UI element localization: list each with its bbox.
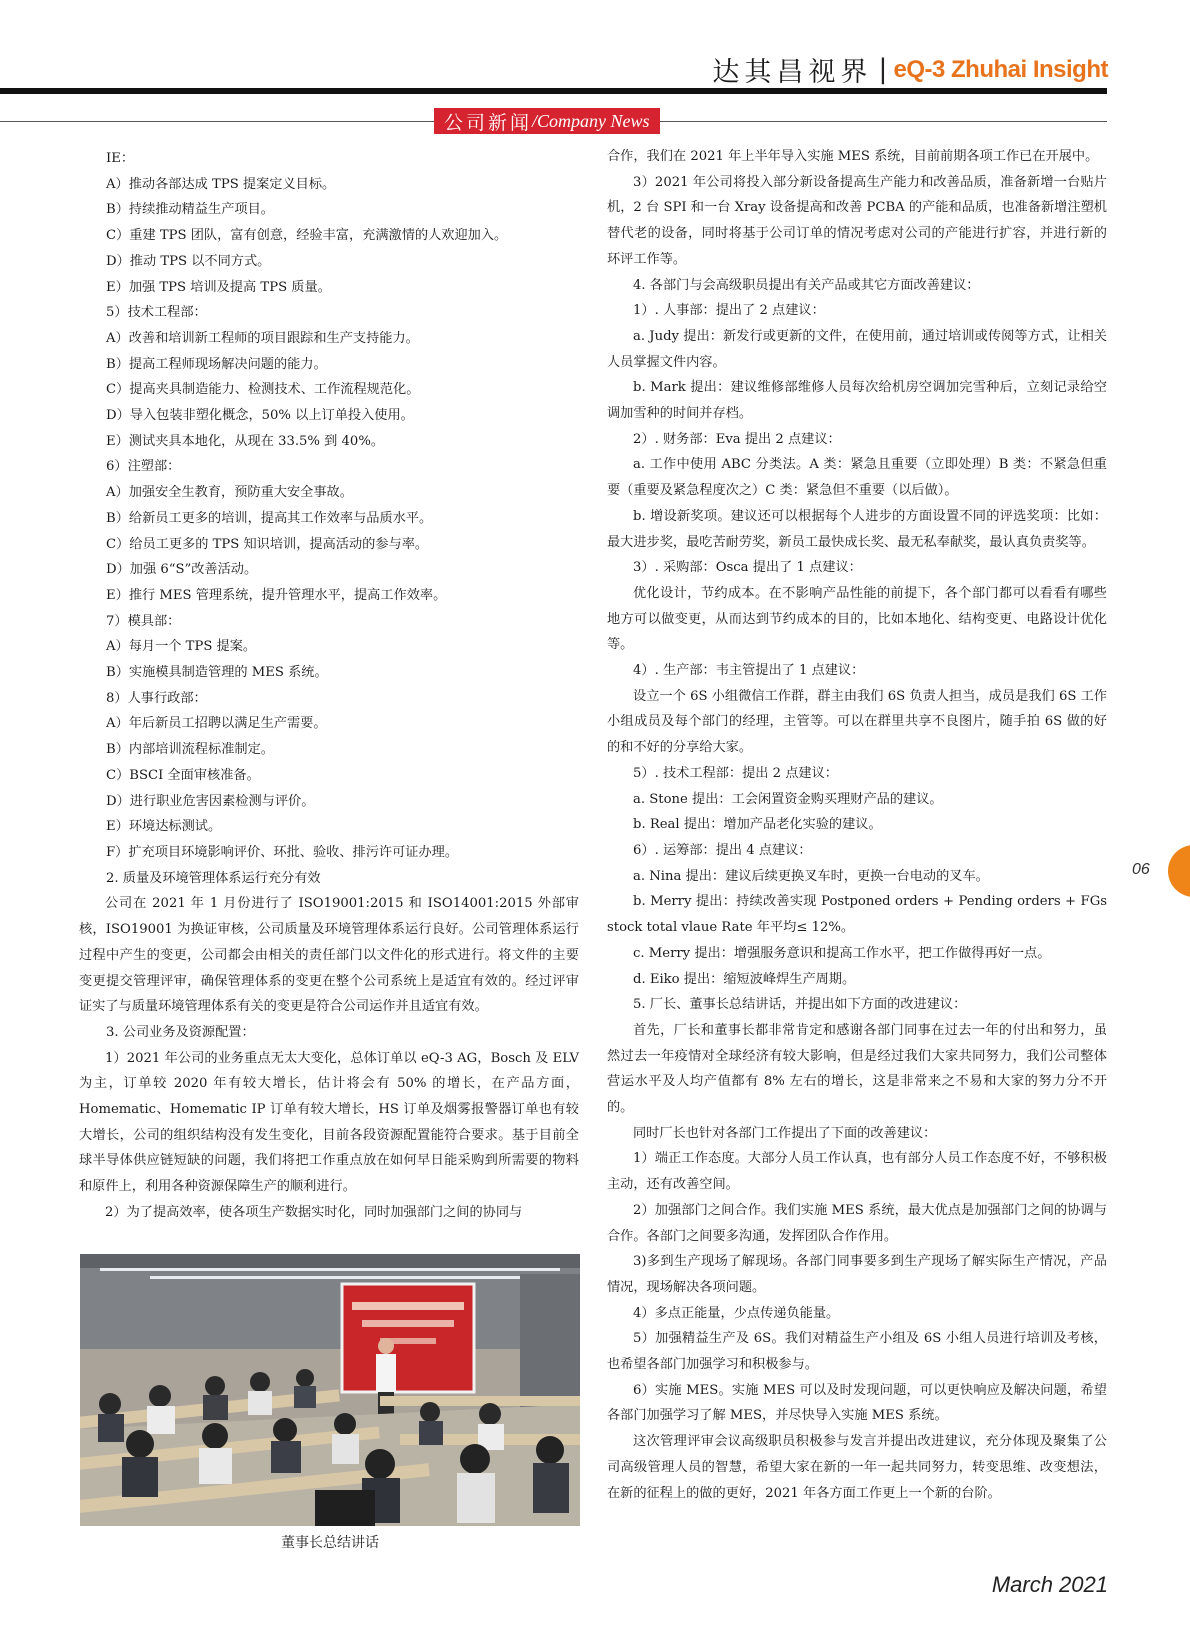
- paragraph: b. Mark 提出：建议维修部维修人员每次给机房空调加完雪种后，立刻记录给空调加雪种的时间并存档。: [607, 380, 1107, 422]
- paragraph: 2. 质量及环境管理体系运行充分有效: [106, 870, 321, 886]
- paragraph: 设立一个 6S 小组微信工作群，群主由我们 6S 负责人担当，成员是我们 6S 工作小组成员及每个部门的经理，主管等。可以在群里共享不良图片，随手拍 6S 做的好的和不好的分享给大家。: [607, 688, 1107, 756]
- section-banner: [434, 108, 660, 134]
- paragraph: 7）模具部：: [106, 613, 181, 629]
- paragraph: 4）. 生产部：韦主管提出了 1 点建议：: [633, 663, 865, 679]
- meeting-photo: [80, 1254, 580, 1526]
- paragraph: B）给新员工更多的培训，提高其工作效率与品质水平。: [106, 510, 433, 526]
- paragraph: 3. 公司业务及资源配置：: [106, 1024, 255, 1040]
- paragraph: E）加强 TPS 培训及提高 TPS 质量。: [106, 279, 331, 295]
- paragraph: 5）. 技术工程部：提出 2 点建议：: [633, 765, 838, 781]
- paragraph: 2）. 财务部：Eva 提出 2 点建议：: [633, 431, 841, 447]
- section-title-cn: 公司新闻: [444, 111, 533, 134]
- paragraph: 合作，我们在 2021 年上半年导入实施 MES 系统，目前前期各项工作已在开展中。: [607, 149, 1099, 164]
- section-title-en: /Company News: [532, 110, 650, 131]
- paragraph: 1）. 人事部：提出了 2 点建议：: [633, 303, 825, 319]
- paragraph: b. Real 提出：增加产品老化实验的建议。: [633, 817, 882, 833]
- paragraph: 公司在 2021 年 1 月份进行了 ISO19001:2015 和 ISO14001:2015 外部审核，ISO19001 为换证审核，公司质量及环境管理体系运行良好。公司管理体系运行过程中产生的变更，公司都会由相关的责任部门以文件化的形式进行。将文件的主要变更提交管理评审，确保管理体系的变更在整个公司系统上是适宜有效的。经过评审证实了与质量环境管理体系有关的变更是符合公司运作并且适宜有效。: [79, 896, 579, 1015]
- paragraph: 4. 各部门与会高级职员提出有关产品或其它方面改善建议：: [633, 277, 980, 293]
- paragraph: a. 工作中使用 ABC 分类法。A 类：紧急且重要（立即处理）B 类：不紧急但重要（重要及紧急程度次之）C 类：紧急但不重要（以后做）。: [607, 457, 1107, 499]
- brand-english: eQ-3 Zhuhai Insight: [893, 55, 1108, 83]
- paragraph: D）加强 6“S”改善活动。: [106, 562, 258, 578]
- paragraph: C）给员工更多的 TPS 知识培训，提高活动的参与率。: [106, 536, 429, 552]
- paragraph: B）持续推动精益生产项目。: [106, 202, 274, 218]
- paragraph: 3）2021 年公司将投入部分新设备提高生产能力和改善品质，准备新增一台贴片机，2 台 SPI 和一台 Xray 设备提高和改善 PCBA 的产能和品质，也准备新增注塑机替代老的设备，同时将基于公司订单的情况考虑对公司的产能进行扩容，并进行新的环评工作等。: [607, 174, 1107, 267]
- paragraph: D）进行职业危害因素检测与评价。: [106, 793, 315, 809]
- paragraph: 2）加强部门之间合作。我们实施 MES 系统，最大优点是加强部门之间的协调与合作。各部门之间要多沟通，发挥团队合作作用。: [607, 1202, 1107, 1244]
- paragraph: 这次管理评审会议高级职员积极参与发言并提出改进建议，充分体现及聚集了公司高级管理人员的智慧，希望大家在新的一年一起共同努力，转变思维、改变想法，在新的征程上的做的更好，2021 年各方面工作更上一个新的台阶。: [607, 1434, 1107, 1501]
- paragraph: a. Judy 提出：新发行或更新的文件，在使用前，通过培训或传阅等方式，让相关人员掌握文件内容。: [607, 328, 1107, 370]
- paragraph: IE：: [106, 151, 135, 166]
- page-header: [0, 0, 1190, 160]
- paragraph: b. 增设新奖项。建议还可以根据每个人进步的方面设置不同的评选奖项：比如：最大进步奖，最吃苦耐劳奖，新员工最快成长奖、最无私奉献奖，最认真负责奖等。: [607, 508, 1107, 550]
- photo-caption: 董事长总结讲话: [281, 1535, 379, 1551]
- paragraph: A）年后新员工招聘以满足生产需要。: [106, 716, 327, 732]
- right-column: [607, 144, 1107, 1506]
- paragraph: A）改善和培训新工程师的项目跟踪和生产支持能力。: [106, 330, 419, 346]
- paragraph: E）环境达标测试。: [106, 819, 222, 835]
- paragraph: B）内部培训流程标准制定。: [106, 742, 274, 758]
- brand-title: [712, 50, 1108, 89]
- paragraph: 1）端正工作态度。大部分人员工作认真，也有部分人员工作态度不好，不够积极主动，还有改善空间。: [607, 1151, 1107, 1193]
- issue-date: March 2021: [991, 1572, 1108, 1597]
- page-tab-marker: [1168, 845, 1190, 897]
- paragraph: 同时厂长也针对各部门工作提出了下面的改善建议：: [633, 1125, 937, 1141]
- paragraph: E）测试夹具本地化，从现在 33.5% 到 40%。: [106, 433, 385, 449]
- brand-separator: |: [878, 54, 888, 85]
- paragraph: E）推行 MES 管理系统，提升管理水平，提高工作效率。: [106, 587, 447, 603]
- paragraph: 3）. 采购部：Osca 提出了 1 点建议：: [633, 560, 862, 576]
- paragraph: b. Merry 提出：持续改善实现 Postponed orders + Pending orders + FGs stock total vlaue Rate 年平均≤ 12%。: [607, 894, 1107, 936]
- paragraph: C）提高夹具制造能力、检测技术、工作流程规范化。: [106, 382, 420, 398]
- paragraph: C）BSCI 全面审核准备。: [106, 767, 260, 783]
- paragraph: A）推动各部达成 TPS 提案定义目标。: [106, 176, 336, 192]
- meeting-photo-illustration: [80, 1254, 580, 1526]
- brand-chinese: 达其昌视界: [712, 57, 873, 88]
- paragraph: 5）加强精益生产及 6S。我们对精益生产小组及 6S 小组人员进行培训及考核，也希望各部门加强学习和积极参与。: [607, 1331, 1107, 1373]
- paragraph: 3)多到生产现场了解现场。各部门同事要多到生产现场了解实际生产情况，产品情况，现场解决各项问题。: [607, 1254, 1107, 1295]
- paragraph: A）加强安全生教育，预防重大安全事故。: [106, 485, 353, 501]
- paragraph: 6）. 运筹部：提出 4 点建议：: [633, 842, 812, 858]
- paragraph: 5）技术工程部：: [106, 305, 207, 321]
- header-rule-thick: [0, 88, 1107, 94]
- paragraph: 6）注塑部：: [106, 459, 181, 475]
- paragraph: a. Nina 提出：建议后续更换叉车时，更换一台电动的叉车。: [633, 868, 989, 884]
- paragraph: c. Merry 提出：增强服务意识和提高工作水平，把工作做得再好一点。: [633, 945, 1051, 961]
- paragraph: B）提高工程师现场解决问题的能力。: [106, 356, 327, 372]
- paragraph: D）推动 TPS 以不同方式。: [106, 253, 271, 269]
- paragraph: d. Eiko 提出：缩短波峰焊生产周期。: [633, 971, 856, 987]
- paragraph: B）实施模具制造管理的 MES 系统。: [106, 665, 328, 681]
- page-number: 06: [1132, 861, 1150, 878]
- paragraph: 2）为了提高效率，使各项生产数据实时化，同时加强部门之间的协同与: [105, 1204, 523, 1220]
- paragraph: D）导入包装非塑化概念，50% 以上订单投入使用。: [106, 408, 414, 424]
- paragraph: 优化设计，节约成本。在不影响产品性能的前提下，各个部门都可以看看有哪些地方可以做变更，从而达到节约成本的目的，比如本地化、结构变更、电路设计优化等。: [607, 585, 1107, 653]
- paragraph: F）扩充项目环境影响评价、环批、验收、排污许可证办理。: [106, 844, 459, 860]
- paragraph: 1）2021 年公司的业务重点无太大变化，总体订单以 eQ-3 AG，Bosch 及 ELV 为主，订单较 2020 年有较大增长，估计将会有 50% 的增长，在产品方面，Homematic、Homematic IP 订单有较大增长，HS 订单及烟雾报警器订单也有较大增长，公司的组织结构没有发生变化，目前各段资源配置能符合要求。基于目前全球半导体供应链短缺的问题，我们将把工作重点放在如何早日能采购到所需要的物料和原件上，利用各种资源保障生产的顺利进行。: [79, 1050, 579, 1195]
- paragraph: 首先，厂长和董事长都非常肯定和感谢各部门同事在过去一年的付出和努力，虽然过去一年疫情对全球经济有较大影响，但是经过我们大家共同努力，我们公司整体营运水平及人均产值都有 8% 左右的增长，这是非常来之不易和大家的努力分不开的。: [607, 1022, 1107, 1116]
- paragraph: 5. 厂长、董事长总结讲话，并提出如下方面的改进建议：: [633, 997, 967, 1013]
- paragraph: a. Stone 提出：工会闲置资金购买理财产品的建议。: [633, 791, 943, 807]
- paragraph: A）每月一个 TPS 提案。: [106, 639, 257, 655]
- left-column: [79, 146, 579, 1226]
- paragraph: 8）人事行政部：: [106, 690, 207, 706]
- paragraph: 4）多点正能量，少点传递负能量。: [633, 1305, 840, 1321]
- paragraph: C）重建 TPS 团队，富有创意，经验丰富，充满激情的人欢迎加入。: [106, 228, 508, 244]
- paragraph: 6）实施 MES。实施 MES 可以及时发现问题，可以更快响应及解决问题，希望各部门加强学习了解 MES，并尽快导入实施 MES 系统。: [607, 1382, 1107, 1424]
